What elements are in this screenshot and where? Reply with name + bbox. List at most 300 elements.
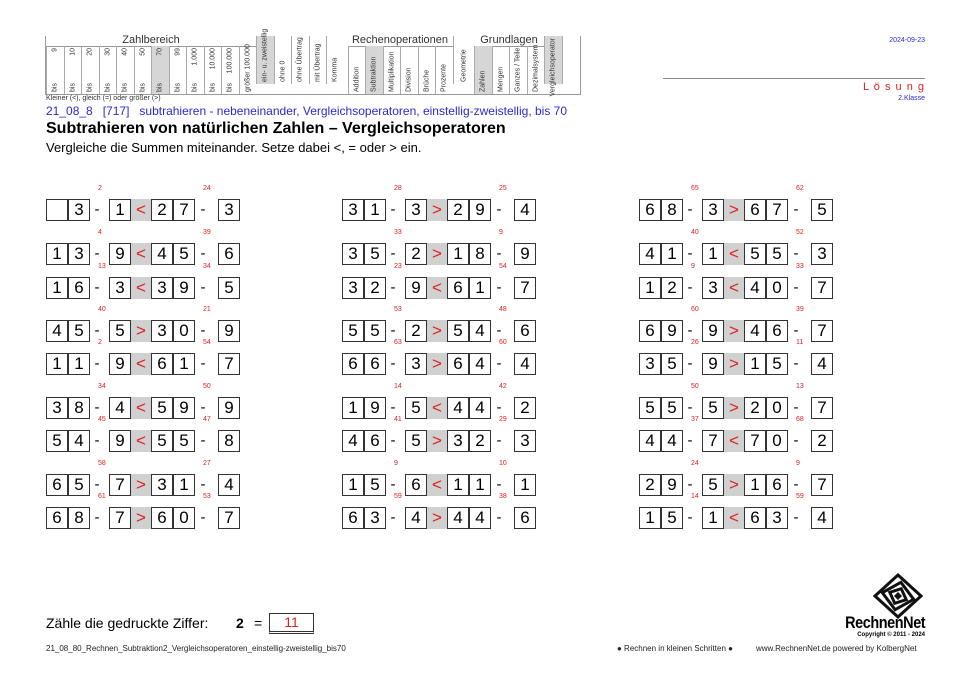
comparison-operator-field[interactable]: < xyxy=(131,397,151,419)
comparison-operator-field[interactable]: > xyxy=(427,430,447,452)
minus-sign: - xyxy=(390,279,396,296)
rechen-col xyxy=(365,46,383,94)
column-label: ohne Übertrag xyxy=(296,37,304,82)
right-result-hint: 42 xyxy=(499,383,507,390)
exercise-row xyxy=(639,185,849,221)
digit-box[interactable]: 5 xyxy=(151,397,173,419)
comparison-operator-field[interactable]: > xyxy=(427,353,447,375)
minus-sign: - xyxy=(793,245,799,262)
digit-box[interactable]: 9 xyxy=(109,243,131,265)
digit-box[interactable]: 5 xyxy=(766,243,788,265)
zahlbereich-col xyxy=(64,46,82,94)
digit-box[interactable]: 2 xyxy=(364,277,386,299)
digit-box[interactable]: 4 xyxy=(469,320,491,342)
digit-box[interactable]: 5 xyxy=(46,430,68,452)
exercise-row xyxy=(46,460,256,496)
digit-box[interactable]: 6 xyxy=(46,474,68,496)
digit-box[interactable]: 8 xyxy=(469,243,491,265)
digit-box[interactable]: 1 xyxy=(469,474,491,496)
digit-box[interactable]: 3 xyxy=(766,507,788,529)
digit-box[interactable]: 4 xyxy=(218,474,240,496)
column-value: Vergleichsoperator xyxy=(549,38,557,97)
left-result-hint: 24 xyxy=(691,460,699,467)
digit-box[interactable]: 2 xyxy=(744,397,766,419)
digit-box[interactable]: 5 xyxy=(661,353,683,375)
zahlbereich-col xyxy=(46,46,64,94)
minus-sign: - xyxy=(496,279,502,296)
left-result-hint: 65 xyxy=(691,185,699,192)
digit-box[interactable]: 1 xyxy=(744,353,766,375)
digit-box[interactable]: 1 xyxy=(46,277,68,299)
comparison-operator-field[interactable]: > xyxy=(724,199,744,221)
minus-sign: - xyxy=(793,476,799,493)
digit-box[interactable]: 4 xyxy=(447,507,469,529)
digit-box[interactable]: 1 xyxy=(173,353,195,375)
instruction-text: Vergleiche die Summen miteinander. Setze dabei <, = oder > ein. xyxy=(46,140,422,155)
digit-box[interactable]: 1 xyxy=(661,243,683,265)
grundlagen-col xyxy=(474,46,492,94)
right-result-hint: 25 xyxy=(499,185,507,192)
column-label: bis xyxy=(209,83,217,92)
left-result-hint: 2 xyxy=(98,339,102,346)
digit-box[interactable]: 5 xyxy=(173,430,195,452)
minus-sign: - xyxy=(390,245,396,262)
vergleichsoperator-col xyxy=(544,36,562,97)
exercise-row xyxy=(342,263,552,299)
minus-sign: - xyxy=(200,322,206,339)
comparison-operator-field[interactable]: > xyxy=(427,243,447,265)
digit-box[interactable]: 1 xyxy=(702,243,724,265)
digit-box[interactable]: 5 xyxy=(218,277,240,299)
minus-sign: - xyxy=(496,322,502,339)
digit-box[interactable]: 6 xyxy=(447,277,469,299)
digit-box[interactable]: 6 xyxy=(364,430,386,452)
digit-box[interactable]: 3 xyxy=(364,507,386,529)
digit-box[interactable]: 6 xyxy=(639,320,661,342)
digit-box[interactable]: 4 xyxy=(661,430,683,452)
digit-box[interactable]: 7 xyxy=(514,277,536,299)
digit-box[interactable]: 8 xyxy=(68,397,90,419)
geometrie-col xyxy=(453,36,475,84)
digit-box[interactable]: 3 xyxy=(151,474,173,496)
digit-box[interactable]: 9 xyxy=(661,320,683,342)
digit-box[interactable]: 2 xyxy=(405,243,427,265)
digit-box[interactable]: 2 xyxy=(405,320,427,342)
digit-box[interactable]: 3 xyxy=(151,320,173,342)
minus-sign: - xyxy=(94,245,100,262)
extra-col xyxy=(326,36,344,84)
digit-box[interactable]: 2 xyxy=(661,277,683,299)
digit-box[interactable]: 0 xyxy=(173,320,195,342)
left-result-hint: 53 xyxy=(394,306,402,313)
minus-sign: - xyxy=(496,476,502,493)
digit-box[interactable]: 4 xyxy=(68,430,90,452)
digit-box[interactable]: 9 xyxy=(173,397,195,419)
footer-filename: 21_08_80_Rechnen_Subtraktion2_Vergleichsoperatoren_einstellig-zweistellig_bis70 xyxy=(46,644,346,653)
left-result-hint: 4 xyxy=(98,229,102,236)
comparison-operator-field[interactable]: < xyxy=(131,199,151,221)
digit-box[interactable]: 1 xyxy=(447,474,469,496)
digit-box[interactable]: 6 xyxy=(744,507,766,529)
digit-box[interactable]: 3 xyxy=(514,430,536,452)
comparison-operator-field[interactable]: > xyxy=(427,320,447,342)
digit-box[interactable]: 1 xyxy=(514,474,536,496)
digit-box[interactable]: 6 xyxy=(46,507,68,529)
digit-box[interactable]: 3 xyxy=(405,353,427,375)
digit-box[interactable]: 3 xyxy=(447,430,469,452)
zahlbereich-col xyxy=(221,46,239,94)
left-result-hint: 40 xyxy=(691,229,699,236)
right-result-hint: 59 xyxy=(796,493,804,500)
digit-box[interactable]: 3 xyxy=(342,199,364,221)
digit-box[interactable]: 2 xyxy=(639,474,661,496)
page-title: Subtrahieren von natürlichen Zahlen – Vergleichsoperatoren xyxy=(46,120,506,137)
digit-box[interactable]: 4 xyxy=(151,243,173,265)
digit-box[interactable]: 3 xyxy=(702,199,724,221)
digit-box[interactable]: 4 xyxy=(405,507,427,529)
digit-box[interactable]: 4 xyxy=(46,320,68,342)
right-result-hint: 13 xyxy=(796,383,804,390)
column-label: bis xyxy=(226,83,234,92)
digit-box[interactable]: 5 xyxy=(811,199,833,221)
comparison-operator-field[interactable]: < xyxy=(131,243,151,265)
right-result-hint: 54 xyxy=(203,339,211,346)
digit-box[interactable]: 4 xyxy=(811,353,833,375)
digit-box[interactable]: 3 xyxy=(405,199,427,221)
worksheet-meta: 21_08_8 [717] subtrahieren - nebeneinander, Vergleichsoperatoren, einstellig-zweistellig, bis 70 xyxy=(46,104,568,118)
digit-box[interactable]: 5 xyxy=(173,243,195,265)
digit-box[interactable]: 1 xyxy=(639,277,661,299)
digit-box[interactable]: 6 xyxy=(514,320,536,342)
column-label: bis xyxy=(86,83,94,92)
digit-box[interactable]: 9 xyxy=(364,397,386,419)
exercise-row xyxy=(342,229,552,265)
comparison-operator-field[interactable]: < xyxy=(131,277,151,299)
digit-box[interactable]: 9 xyxy=(661,474,683,496)
column-label: Brüche xyxy=(423,69,431,92)
digit-box[interactable]: 0 xyxy=(173,507,195,529)
minus-sign: - xyxy=(390,476,396,493)
minus-sign: - xyxy=(793,201,799,218)
digit-box[interactable]: 0 xyxy=(766,430,788,452)
digit-box[interactable]: 7 xyxy=(811,277,833,299)
comparison-operator-field[interactable]: < xyxy=(131,430,151,452)
digit-box[interactable]: 0 xyxy=(766,397,788,419)
comparison-operator-field[interactable]: > xyxy=(724,397,744,419)
minus-sign: - xyxy=(687,245,693,262)
digit-box[interactable]: 7 xyxy=(811,474,833,496)
column-label: Prozente xyxy=(440,63,448,92)
left-result-hint: 2 xyxy=(98,185,102,192)
right-result-hint: 24 xyxy=(203,185,211,192)
digit-box[interactable]: 3 xyxy=(151,277,173,299)
digit-box[interactable]: 5 xyxy=(364,243,386,265)
digit-box[interactable]: 5 xyxy=(639,397,661,419)
rechen-col xyxy=(383,46,401,94)
left-result-hint: 14 xyxy=(394,383,402,390)
footer-site-link[interactable]: www.RechnenNet.de powered by KolbergNet xyxy=(756,644,917,653)
digit-box[interactable]: 1 xyxy=(109,199,131,221)
comparison-operator-field[interactable]: < xyxy=(724,507,744,529)
digit-box[interactable]: 4 xyxy=(744,277,766,299)
minus-sign: - xyxy=(94,322,100,339)
comparison-operator-field[interactable]: < xyxy=(131,353,151,375)
column-label: bis xyxy=(104,83,112,92)
digit-box[interactable]: 1 xyxy=(639,507,661,529)
exercise-row xyxy=(46,229,256,265)
digit-box[interactable]: 6 xyxy=(744,199,766,221)
digit-box[interactable]: 3 xyxy=(68,199,90,221)
digit-box[interactable]: 6 xyxy=(766,320,788,342)
exercise-row xyxy=(639,416,849,452)
digit-box[interactable]: 4 xyxy=(514,353,536,375)
digit-box[interactable]: 6 xyxy=(766,474,788,496)
zahlbereich-col xyxy=(186,46,204,94)
minus-sign: - xyxy=(687,322,693,339)
comparison-operator-field[interactable]: > xyxy=(724,474,744,496)
left-result-hint: 58 xyxy=(98,460,106,467)
zahlbereich-col xyxy=(169,46,187,94)
digit-box[interactable]: 5 xyxy=(68,474,90,496)
digit-box[interactable]: 9 xyxy=(218,397,240,419)
digit-box[interactable]: 6 xyxy=(342,353,364,375)
digit-box[interactable]: 2 xyxy=(469,430,491,452)
comparison-operator-field[interactable]: < xyxy=(724,430,744,452)
minus-sign: - xyxy=(200,509,206,526)
digit-box[interactable]: 5 xyxy=(151,430,173,452)
digit-box[interactable]: 3 xyxy=(342,277,364,299)
rechen-col xyxy=(435,46,453,94)
right-result-hint: 48 xyxy=(499,306,507,313)
minus-sign: - xyxy=(687,476,693,493)
comparison-operator-field[interactable]: < xyxy=(427,474,447,496)
rechen-col xyxy=(348,46,366,94)
digit-box[interactable]: 9 xyxy=(173,277,195,299)
date-label: 2024-09-23 xyxy=(889,37,925,44)
digit-box[interactable]: 7 xyxy=(218,353,240,375)
count-answer: 11 xyxy=(284,614,299,630)
right-result-hint: 68 xyxy=(796,416,804,423)
digit-box[interactable]: 6 xyxy=(151,507,173,529)
column-value: 50 xyxy=(139,48,147,56)
right-result-hint: 33 xyxy=(796,263,804,270)
count-answer-field[interactable] xyxy=(269,613,314,634)
digit-box[interactable]: 2 xyxy=(811,430,833,452)
comparison-operator-field[interactable]: > xyxy=(724,320,744,342)
digit-box[interactable]: 3 xyxy=(639,353,661,375)
digit-box[interactable]: 6 xyxy=(151,353,173,375)
group-grundlagen: Grundlagen xyxy=(480,34,538,46)
comparison-operator-field[interactable]: < xyxy=(724,277,744,299)
exercise-row xyxy=(46,185,256,221)
digit-box[interactable]: 8 xyxy=(68,507,90,529)
digit-box[interactable]: 4 xyxy=(639,430,661,452)
right-result-hint: 52 xyxy=(796,229,804,236)
digit-box[interactable]: 5 xyxy=(68,320,90,342)
digit-box[interactable]: 5 xyxy=(744,243,766,265)
digit-box[interactable]: 5 xyxy=(661,397,683,419)
comparison-operator-field[interactable]: > xyxy=(131,474,151,496)
minus-sign: - xyxy=(793,509,799,526)
right-result-hint: 21 xyxy=(203,306,211,313)
minus-sign: - xyxy=(94,201,100,218)
column-label: bis xyxy=(139,83,147,92)
digit-box[interactable]: 4 xyxy=(447,397,469,419)
digit-box[interactable]: 3 xyxy=(811,243,833,265)
digit-box[interactable]: 4 xyxy=(514,199,536,221)
comparison-operator-field[interactable]: > xyxy=(724,353,744,375)
digit-box[interactable]: 5 xyxy=(405,430,427,452)
minus-sign: - xyxy=(793,399,799,416)
digit-box[interactable]: 3 xyxy=(218,199,240,221)
digit-box[interactable]: 6 xyxy=(68,277,90,299)
zahlbereich-col xyxy=(99,46,117,94)
digit-box[interactable]: 3 xyxy=(68,243,90,265)
rechnennet-logo xyxy=(845,573,925,643)
digit-box[interactable]: 7 xyxy=(109,507,131,529)
digit-box[interactable]: 7 xyxy=(744,430,766,452)
digit-box[interactable]: 8 xyxy=(218,430,240,452)
digit-box[interactable]: 4 xyxy=(811,507,833,529)
minus-sign: - xyxy=(793,355,799,372)
column-label: mit Übertrag xyxy=(314,43,322,82)
digit-box[interactable]: 7 xyxy=(218,507,240,529)
minus-sign: - xyxy=(94,399,100,416)
digit-box[interactable]: 5 xyxy=(109,320,131,342)
digit-box[interactable]: 5 xyxy=(364,474,386,496)
comparison-operator-field[interactable]: > xyxy=(427,199,447,221)
digit-box[interactable]: 7 xyxy=(702,430,724,452)
column-label: bis xyxy=(51,83,59,92)
exercise-row xyxy=(342,460,552,496)
digit-box[interactable]: 1 xyxy=(46,353,68,375)
column-label: Multiplikation xyxy=(388,51,396,92)
digit-box[interactable]: 1 xyxy=(469,277,491,299)
column-value: 70 xyxy=(156,48,164,56)
digit-box[interactable]: 6 xyxy=(639,199,661,221)
digit-box[interactable]: 3 xyxy=(46,397,68,419)
comparison-operator-field[interactable]: < xyxy=(427,397,447,419)
column-value: 1.000 xyxy=(191,48,199,66)
left-result-hint: 40 xyxy=(98,306,106,313)
digit-box[interactable]: 5 xyxy=(447,320,469,342)
digit-box[interactable]: 4 xyxy=(469,353,491,375)
exercise-row xyxy=(639,306,849,342)
digit-box[interactable]: 2 xyxy=(514,397,536,419)
digit-box[interactable]: 3 xyxy=(342,243,364,265)
digit-box[interactable]: 9 xyxy=(405,277,427,299)
comparison-operator-field[interactable]: < xyxy=(724,243,744,265)
digit-box[interactable]: 5 xyxy=(766,353,788,375)
rechen-col xyxy=(400,46,418,94)
digit-box[interactable]: 9 xyxy=(218,320,240,342)
digit-box[interactable]: 5 xyxy=(702,397,724,419)
comparison-operator-field[interactable]: > xyxy=(131,320,151,342)
extra-col xyxy=(274,36,292,84)
digit-box[interactable]: 7 xyxy=(766,199,788,221)
digit-box[interactable]: 4 xyxy=(342,430,364,452)
digit-box[interactable]: 1 xyxy=(744,474,766,496)
digit-box[interactable]: 9 xyxy=(109,353,131,375)
comparison-operator-field[interactable]: > xyxy=(131,507,151,529)
digit-box[interactable]: 9 xyxy=(514,243,536,265)
digit-box[interactable]: 2 xyxy=(447,199,469,221)
digit-box[interactable]: 6 xyxy=(405,474,427,496)
minus-sign: - xyxy=(496,355,502,372)
digit-box[interactable]: 6 xyxy=(342,507,364,529)
comparison-legend: Kleiner (<), gleich (=) oder größer (>) xyxy=(46,95,161,102)
digit-box[interactable]: 7 xyxy=(173,199,195,221)
comparison-operator-field[interactable]: < xyxy=(427,277,447,299)
digit-box[interactable]: 0 xyxy=(766,277,788,299)
left-result-hint: 9 xyxy=(691,263,695,270)
digit-box[interactable]: 5 xyxy=(342,320,364,342)
digit-box[interactable]: 3 xyxy=(702,277,724,299)
digit-box[interactable]: 2 xyxy=(151,199,173,221)
digit-box[interactable]: 4 xyxy=(639,243,661,265)
digit-box[interactable]: 6 xyxy=(364,353,386,375)
minus-sign: - xyxy=(496,245,502,262)
digit-box[interactable]: 3 xyxy=(109,277,131,299)
minus-sign: - xyxy=(200,476,206,493)
column-label: bis xyxy=(69,83,77,92)
digit-box[interactable] xyxy=(46,199,68,221)
minus-sign: - xyxy=(200,279,206,296)
digit-box[interactable]: 9 xyxy=(109,430,131,452)
digit-box[interactable]: 4 xyxy=(469,397,491,419)
extra-col xyxy=(256,28,274,84)
digit-box[interactable]: 5 xyxy=(405,397,427,419)
digit-box[interactable]: 1 xyxy=(702,507,724,529)
right-result-hint: 47 xyxy=(203,416,211,423)
minus-sign: - xyxy=(390,399,396,416)
grundlagen-col xyxy=(492,46,510,94)
digit-box[interactable]: 7 xyxy=(109,474,131,496)
digit-box[interactable]: 1 xyxy=(342,397,364,419)
copyright-text: Copyright © 2011 - 2024 xyxy=(857,632,925,638)
digit-box[interactable]: 8 xyxy=(661,199,683,221)
digit-box[interactable]: 6 xyxy=(218,243,240,265)
digit-box[interactable]: 6 xyxy=(447,353,469,375)
digit-box[interactable]: 7 xyxy=(811,320,833,342)
digit-box[interactable]: 9 xyxy=(469,199,491,221)
column-label: bis xyxy=(156,83,164,92)
digit-box[interactable]: 5 xyxy=(364,320,386,342)
digit-box[interactable]: 6 xyxy=(514,507,536,529)
digit-box[interactable]: 4 xyxy=(744,320,766,342)
minus-sign: - xyxy=(94,355,100,372)
digit-box[interactable]: 4 xyxy=(109,397,131,419)
digit-box[interactable]: 9 xyxy=(702,353,724,375)
digit-box[interactable]: 4 xyxy=(469,507,491,529)
digit-box[interactable]: 1 xyxy=(447,243,469,265)
comparison-operator-field[interactable]: > xyxy=(427,507,447,529)
digit-box[interactable]: 7 xyxy=(811,397,833,419)
digit-box[interactable]: 1 xyxy=(173,474,195,496)
digit-box[interactable]: 1 xyxy=(68,353,90,375)
digit-box[interactable]: 1 xyxy=(46,243,68,265)
digit-box[interactable]: 9 xyxy=(702,320,724,342)
column-label: Zahlen xyxy=(479,70,487,92)
column-label: Geometrie xyxy=(460,49,468,82)
minus-sign: - xyxy=(687,509,693,526)
digit-box[interactable]: 1 xyxy=(364,199,386,221)
digit-box[interactable]: 5 xyxy=(661,507,683,529)
digit-box[interactable]: 5 xyxy=(702,474,724,496)
right-result-hint: 62 xyxy=(796,185,804,192)
digit-box[interactable]: 1 xyxy=(342,474,364,496)
count-equals: = xyxy=(254,615,263,631)
